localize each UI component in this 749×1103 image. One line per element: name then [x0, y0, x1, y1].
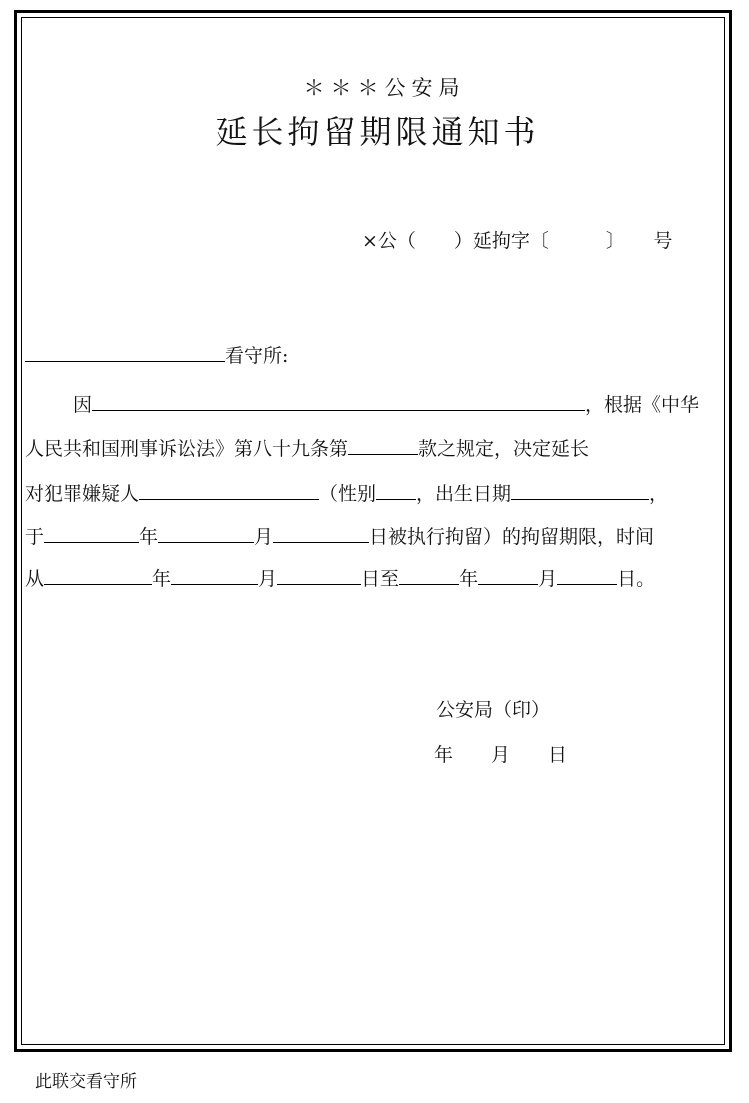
body-line-1 — [25, 390, 699, 418]
detention-center-blank[interactable] — [25, 341, 225, 362]
document-title: 延长拘留期限通知书 — [215, 113, 540, 151]
body-line-2 — [25, 434, 589, 462]
year-label: 年 — [139, 526, 159, 548]
body-line-3 — [25, 479, 668, 507]
clause-blank[interactable] — [348, 434, 418, 455]
birthdate-label: ，出生日期 — [416, 483, 512, 505]
line3-start: 对犯罪嫌疑人 — [25, 483, 140, 505]
from-month-blank[interactable] — [171, 564, 258, 585]
line2-end: 款之规定，决定延长 — [418, 438, 590, 460]
gender-blank[interactable] — [376, 479, 416, 500]
from-year-label: 年 — [152, 568, 172, 590]
detention-year-blank[interactable] — [44, 522, 139, 543]
suspect-name-blank[interactable] — [139, 479, 319, 500]
line5-end: 日。 — [617, 568, 656, 590]
reason-blank[interactable] — [92, 390, 585, 411]
line4-start: 于 — [25, 526, 45, 548]
recipient-line — [25, 341, 288, 369]
from-year-blank[interactable] — [44, 564, 152, 585]
document-number: ×公（ ）延拘字〔 〕 号 — [362, 230, 673, 252]
to-label: 日至 — [361, 568, 400, 590]
to-year-label: 年 — [459, 568, 479, 590]
reason-prefix: 因 — [73, 394, 93, 416]
body-line-5 — [25, 564, 655, 592]
line4-end: 日被执行拘留）的拘留期限，时间 — [369, 526, 655, 548]
line3-end: ， — [649, 483, 669, 505]
line2-start: 人民共和国刑事诉讼法》第八十九条第 — [25, 438, 349, 460]
line5-start: 从 — [25, 568, 45, 590]
to-year-blank[interactable] — [399, 564, 459, 585]
from-month-label: 月 — [258, 568, 278, 590]
to-day-blank[interactable] — [557, 564, 617, 585]
to-month-blank[interactable] — [478, 564, 538, 585]
agency-name: ＊＊＊公安局 — [303, 76, 466, 100]
line1-end: ，根据《中华 — [585, 394, 700, 416]
detention-day-blank[interactable] — [273, 522, 369, 543]
body-line-4 — [25, 522, 654, 550]
issuing-authority-seal: 公安局（印） — [436, 699, 551, 721]
copy-note: 此联交看守所 — [35, 1072, 137, 1092]
recipient-suffix: 看守所: — [225, 345, 289, 367]
from-day-blank[interactable] — [277, 564, 361, 585]
issue-date: 年 月 日 — [434, 744, 568, 766]
birthdate-blank[interactable] — [511, 479, 649, 500]
month-label: 月 — [254, 526, 274, 548]
to-month-label: 月 — [538, 568, 558, 590]
detention-month-blank[interactable] — [158, 522, 254, 543]
gender-label: （性别 — [319, 483, 377, 505]
